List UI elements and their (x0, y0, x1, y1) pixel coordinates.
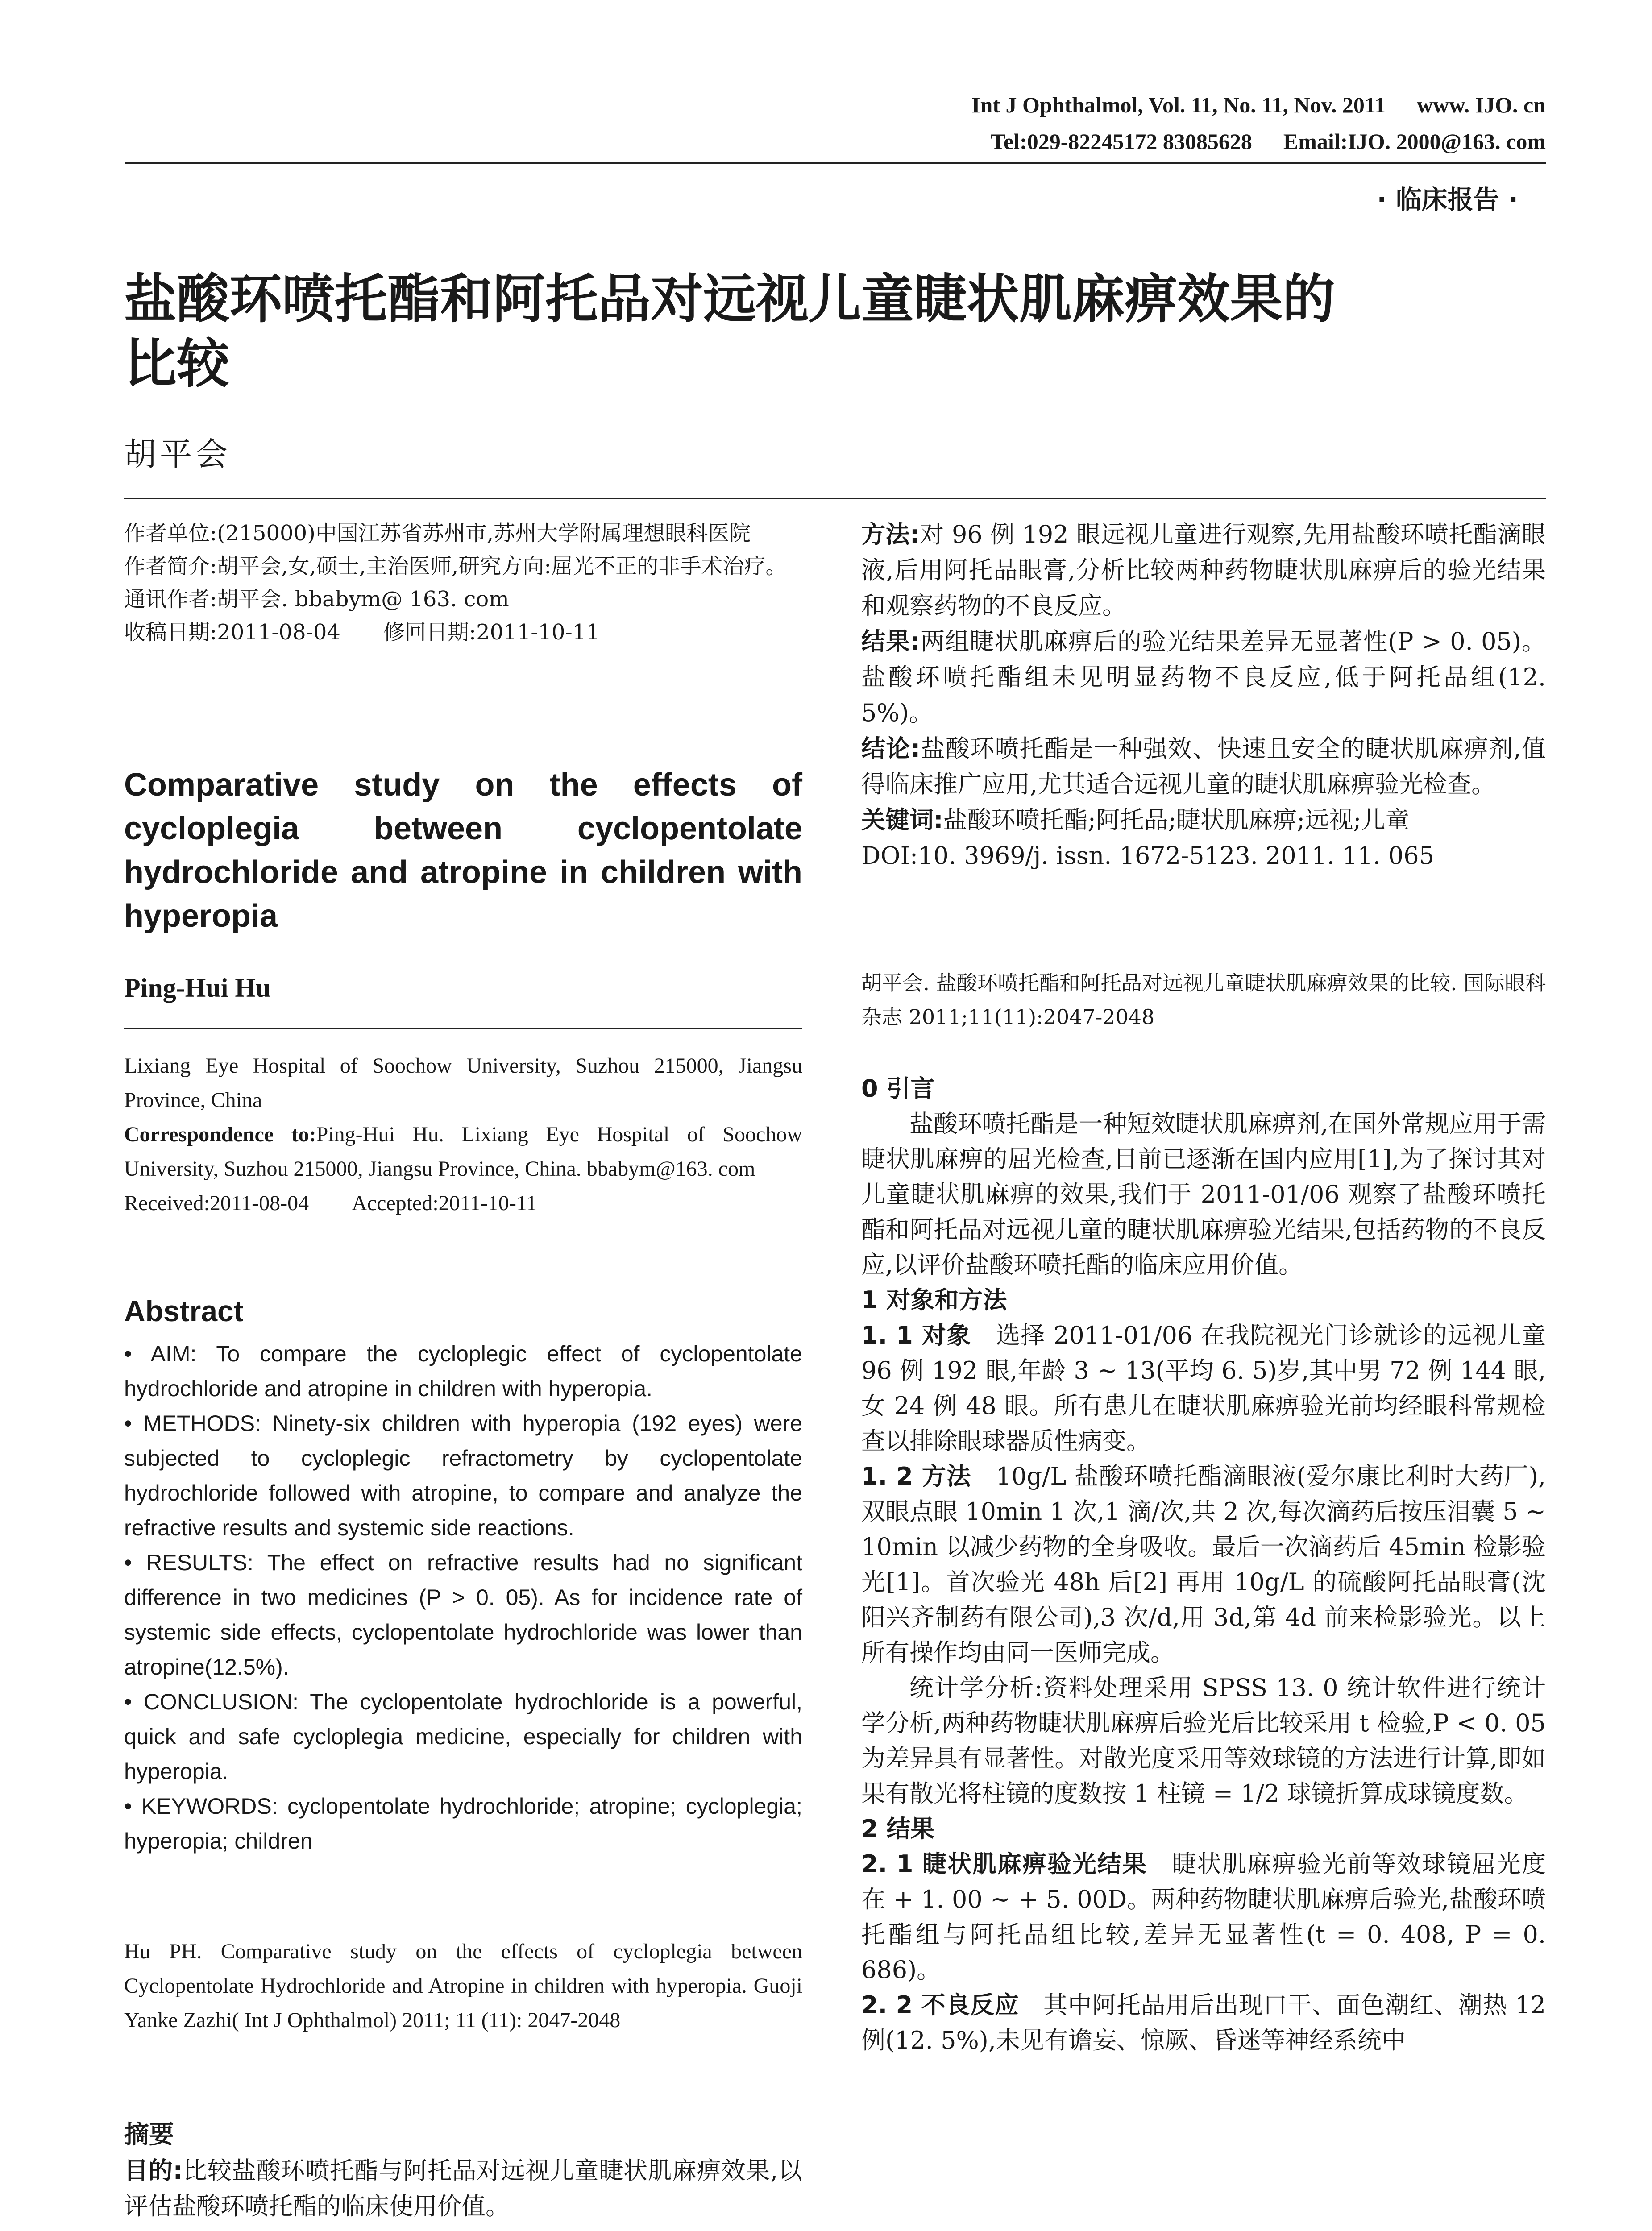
subsection-2-2-label: 2. 2 不良反应 (861, 1991, 1019, 2019)
author-cn: 胡平会 (124, 435, 232, 473)
keywords-label: 关键词: (861, 806, 943, 834)
subsection-1-1-label: 1. 1 对象 (861, 1321, 971, 1349)
corresponding-cn: 通讯作者:胡平会. bbabym@ 163. com (124, 587, 509, 612)
section-2-heading: 2 结果 (861, 1815, 935, 1843)
intro-paragraph: 盐酸环喷托酯是一种短效睫状肌麻痹剂,在国外常规应用于需睫状肌麻痹的屈光检查,目前已逐渐在国内应用[1],为了探讨其对儿童睫状肌麻痹的效果,我们于 2011-01/06 观察了盐酸环喷托酯和阿托品对远视儿童的睫状肌麻痹验光结果,包括药物的不良反应,以评价盐酸环喷托酯的临床应用价值。 (861, 1110, 1546, 1279)
header-rule (125, 162, 1546, 164)
left-column-front-matter (124, 517, 802, 649)
results-label: 结果: (861, 627, 920, 655)
objective-text: 比较盐酸环喷托酯与阿托品对远视儿童睫状肌麻痹效果,以评估盐酸环喷托酯的临床使用价值。 (124, 2156, 802, 2220)
methods-label: 方法: (861, 520, 920, 548)
dates-en: Received:2011-08-04 Accepted:2011-10-11 (124, 1191, 537, 1215)
subsection-1-2-text: 10g/L 盐酸环喷托酯滴眼液(爱尔康比利时大药厂),双眼点眼 10min 1 次,1 滴/次,共 2 次,每次滴药后按压泪囊 5 ~ 10min 以减少药物的全身吸收。最后一次滴药后 45min 检影验光[1]。首次验光 48h 后[2] 再用 10g/L 的硫酸阿托品眼膏(沈阳兴齐制药有限公司),3 次/d,用 3d,第 4d 前来检影验光。以上所有操作均由同一医师完成。 (861, 1462, 1546, 1667)
title-en: Comparative study on the effects of cycloplegia between cyclopentolate hydrochloride and atropine in children with hyperopia (124, 767, 802, 934)
abstract-body (124, 1336, 802, 1858)
subsection-1-1-text: 选择 2011-01/06 在我院视光门诊就诊的远视儿童 96 例 192 眼,年龄 3 ~ 13(平均 6. 5)岁,其中男 72 例 144 眼,女 24 例 48 眼。所有患儿在睫状肌麻痹验光前均经眼科常规检查以排除眼球器质性病变。 (861, 1321, 1546, 1455)
journal-header-line2 (991, 124, 1546, 159)
section-label: · 临床报告 · (1377, 184, 1518, 215)
abstract-conclusion: • CONCLUSION: The cyclopentolate hydrochloride is a powerful, quick and safe cycloplegia medicine, especially for children with hyperopia. (124, 1689, 802, 1784)
keywords-text: 盐酸环喷托酯;阿托品;睫状肌麻痹;远视;儿童 (943, 806, 1410, 834)
abstract-cn-continued (861, 517, 1546, 874)
journal-website: www. IJO. cn (1417, 92, 1546, 117)
body-text (861, 1071, 1546, 2058)
subsection-2-1-label: 2. 1 睫状肌麻痹验光结果 (861, 1850, 1147, 1878)
journal-citation: Int J Ophthalmol, Vol. 11, No. 11, Nov. 2011 (971, 92, 1386, 117)
section-0-heading: 0 引言 (861, 1074, 935, 1103)
author-bio-cn: 作者简介:胡平会,女,硕士,主治医师,研究方向:屈光不正的非手术治疗。 (124, 554, 787, 579)
dates-cn: 收稿日期:2011-08-04 修回日期:2011-10-11 (124, 620, 600, 645)
section-1-heading: 1 对象和方法 (861, 1286, 1007, 1314)
citation-en: Hu PH. Comparative study on the effects of cycloplegia between Cyclopentolate Hydrochloride and Atropine in children with hyperopia. Guoji Yanke Zazhi( Int J Ophthalmol) 2011; 11 (11): 2047-2048 (124, 1940, 802, 2032)
statistics-paragraph: 统计学分析:资料处理采用 SPSS 13. 0 统计软件进行统计学分析,两种药物睫状肌麻痹后验光后比较采用 t 检验,P < 0. 05 为差异具有显著性。对散光度采用等效球镜的方法进行计算,即如果有散光将柱镜的度数按 1 柱镜 = 1/2 球镜折算成球镜度数。 (861, 1674, 1546, 1808)
subsection-2-2-text: 其中阿托品用后出现口干、面色潮红、潮热 12 例(12. 5%),未见有谵妄、惊厥、昏迷等神经系统中 (861, 1991, 1546, 2054)
abstract-aim: • AIM: To compare the cycloplegic effect of cyclopentolate hydrochloride and atropine in children with hyperopia. (124, 1341, 802, 1401)
subsection-1-2-label: 1. 2 方法 (861, 1462, 971, 1490)
abstract-keywords: • KEYWORDS: cyclopentolate hydrochloride; atropine; cycloplegia; hyperopia; children (124, 1794, 802, 1854)
zhaiyao-heading: 摘要 (124, 2120, 174, 2149)
journal-email: Email:IJO. 2000@163. com (1283, 129, 1546, 154)
correspondence-text: Ping-Hui Hu. Lixiang Eye Hospital of Soochow University, Suzhou 215000, Jiangsu Province, China. bbabym@163. com (124, 1123, 803, 1181)
methods-text: 对 96 例 192 眼远视儿童进行观察,先用盐酸环喷托酯滴眼液,后用阿托品眼膏,分析比较两种药物睫状肌麻痹后的验光结果和观察药物的不良反应。 (861, 520, 1546, 620)
left-column-en-meta (124, 1049, 802, 1220)
conclusion-label: 结论: (861, 734, 921, 763)
abstract-cn-objective (124, 2153, 802, 2224)
title-cn-line2: 比较 (124, 333, 230, 394)
affiliation-en: Lixiang Eye Hospital of Soochow University, Suzhou 215000, Jiangsu Province, China (124, 1054, 802, 1112)
citation-cn: 胡平会. 盐酸环喷托酯和阿托品对远视儿童睫状肌麻痹效果的比较. 国际眼科杂志 2011;11(11):2047-2048 (861, 971, 1546, 1029)
journal-header-line1 (971, 87, 1546, 122)
subsection-2-1-text: 睫状肌麻痹验光前等效球镜屈光度在 + 1. 00 ~ + 5. 00D。两种药物睫状肌麻痹后验光,盐酸环喷托酯组与阿托品组比较,差异无显著性(t = 0. 408, P = 0. 686)。 (861, 1850, 1546, 1984)
abstract-methods: • METHODS: Ninety-six children with hyperopia (192 eyes) were subjected to cycloplegic refractometry by cyclopentolate hydrochloride followed with atropine, to compare and analyze the refractive results and systemic side reactions. (124, 1411, 802, 1540)
correspondence-label: Correspondence to: (124, 1123, 316, 1146)
author-rule (124, 1028, 802, 1029)
doi: DOI:10. 3969/j. issn. 1672-5123. 2011. 11. 065 (861, 842, 1434, 870)
abstract-results: • RESULTS: The effect on refractive results had no significant difference in two medicines (P > 0. 05). As for incidence rate of systemic side effects, cyclopentolate hydrochloride was lower than atropine(12.5%). (124, 1550, 802, 1679)
title-cn-line1: 盐酸环喷托酯和阿托品对远视儿童睫状肌麻痹效果的 (124, 268, 1336, 330)
results-text: 两组睫状肌麻痹后的验光结果差异无显著性(P > 0. 05)。盐酸环喷托酯组未见明显药物不良反应,低于阿托品组(12. 5%)。 (861, 627, 1546, 727)
correspondence-en (124, 1117, 802, 1186)
affiliation-cn: 作者单位:(215000)中国江苏省苏州市,苏州大学附属理想眼科医院 (124, 521, 751, 546)
author-en: Ping-Hui Hu (124, 973, 271, 1003)
title-rule (124, 498, 1546, 499)
journal-phone: Tel:029-82245172 83085628 (991, 129, 1252, 154)
conclusion-text: 盐酸环喷托酯是一种强效、快速且安全的睫状肌麻痹剂,值得临床推广应用,尤其适合远视儿童的睫状肌麻痹验光检查。 (861, 734, 1546, 798)
objective-label: 目的: (124, 2156, 183, 2185)
abstract-heading: Abstract (124, 1294, 244, 1327)
